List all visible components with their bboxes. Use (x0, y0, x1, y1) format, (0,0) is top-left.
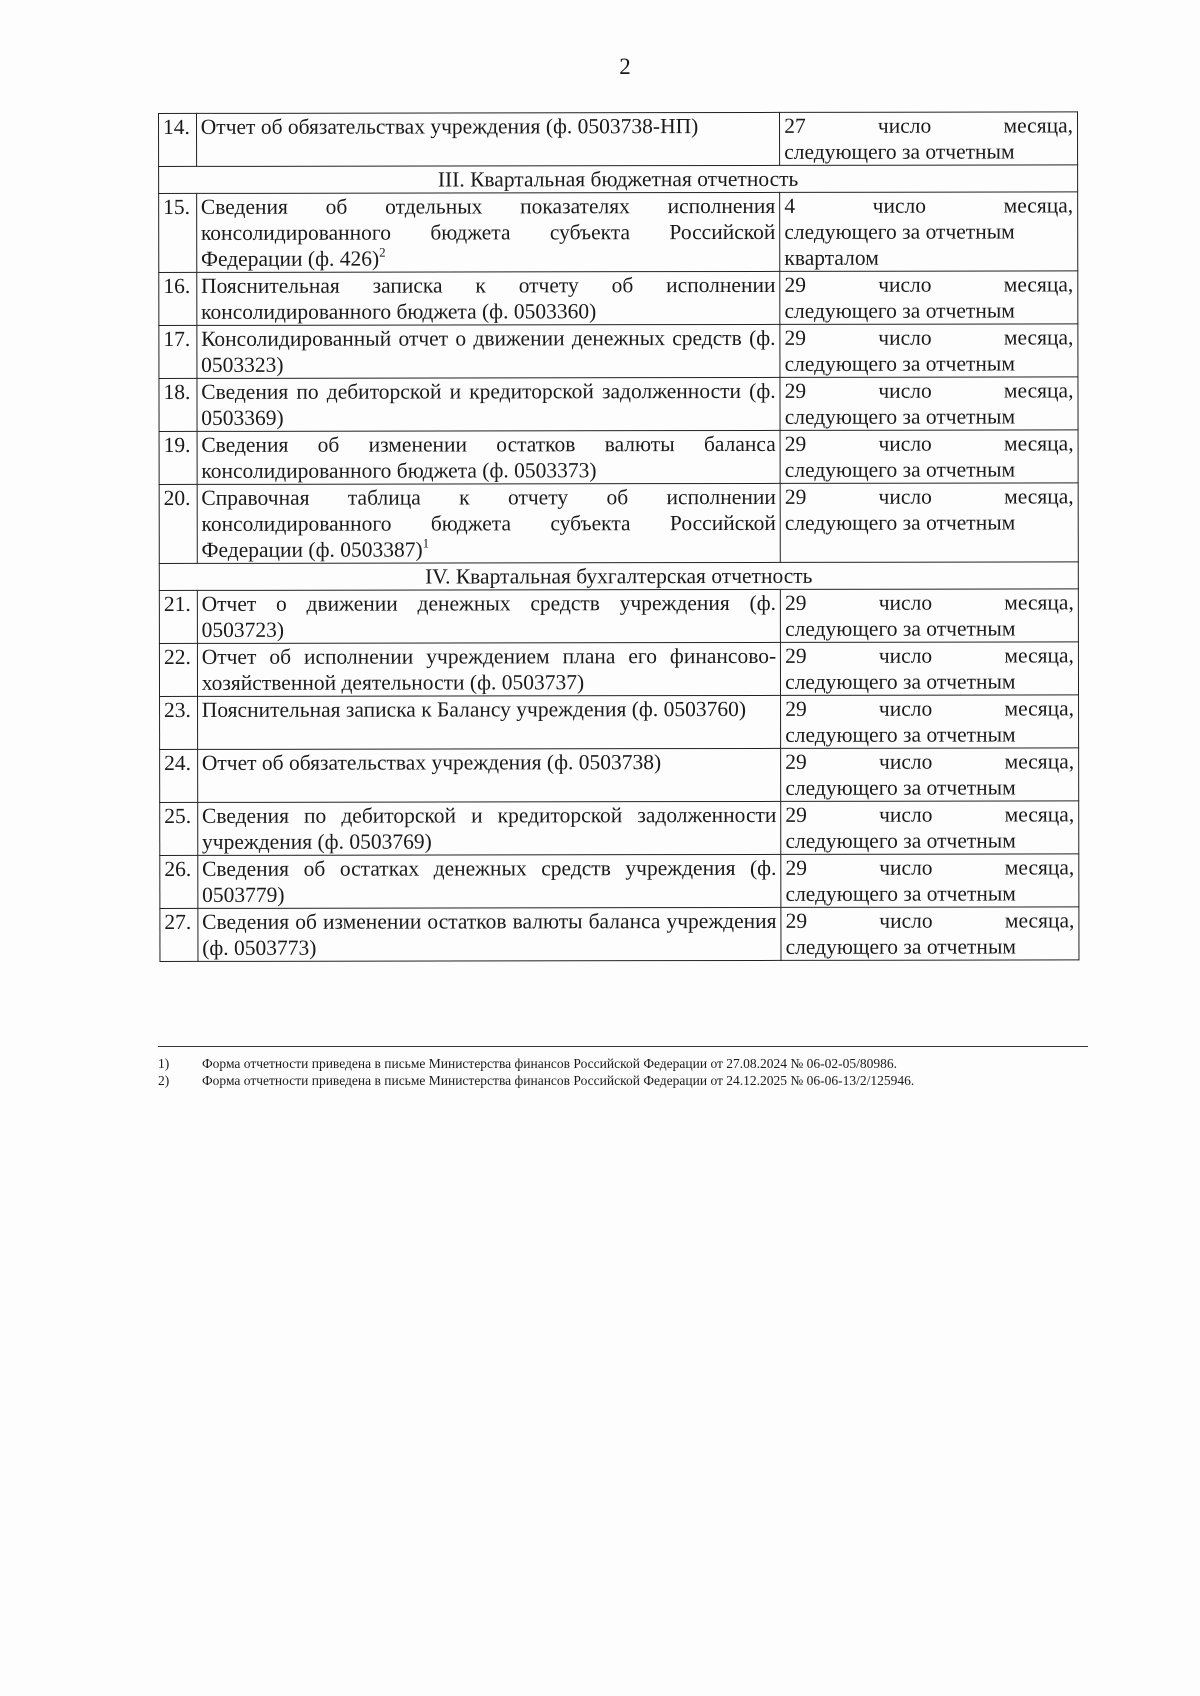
deadline-word2: месяца, (1004, 484, 1074, 509)
section-title: III. Квартальная бюджетная отчетность (159, 165, 1078, 194)
deadline-second-line: следующего за отчетным (785, 775, 1016, 800)
footnote-mark: 2) (158, 1073, 170, 1088)
report-name: Отчет об обязательствах учреждения (ф. 0503738-НП) (200, 114, 699, 139)
deadline-day: 29 (784, 431, 807, 456)
deadline-second-line: следующего за отчетным (784, 510, 1016, 535)
report-name: Сведения об изменении остатков валюты баланса консолидированного бюджета (ф. 0503373) (201, 431, 776, 483)
deadline-word2: месяца, (1004, 855, 1075, 880)
row-number: 19. (159, 431, 197, 484)
deadline-word1: число (877, 113, 932, 138)
report-name-cell (197, 695, 781, 749)
table-row (159, 642, 1078, 697)
deadline-first-line (785, 801, 1074, 828)
deadline-cell (780, 377, 1078, 431)
report-name-cell (197, 589, 781, 643)
deadline-second-line: следующего за отчетным (785, 669, 1016, 694)
deadline-word1: число (878, 431, 932, 456)
deadline-second-line: следующего за отчетным (784, 219, 1015, 244)
deadline-cell (781, 907, 1079, 961)
report-name-cell (197, 271, 781, 325)
reporting-deadlines-table (158, 111, 1079, 962)
deadline-second-line: следующего за отчетным (785, 722, 1016, 747)
deadline-word1: число (878, 272, 932, 297)
deadline-day: 29 (785, 643, 807, 668)
deadline-second-line: следующего за отчетным (785, 934, 1017, 959)
deadline-second-line: следующего за отчетным (784, 457, 1016, 482)
deadline-cell (781, 642, 1079, 696)
deadline-second-line: следующего за отчетным (785, 828, 1016, 853)
page-number: 2 (619, 54, 631, 79)
table-row (159, 112, 1078, 167)
deadline-word1: число (879, 908, 933, 933)
deadline-cell (781, 801, 1079, 855)
deadline-day: 29 (785, 696, 807, 721)
deadline-second-line: следующего за отчетным (784, 404, 1016, 429)
report-name: Сведения об изменении остатков валюты баланса учреждения (ф. 0503773) (202, 908, 777, 960)
deadline-day: 27 (784, 113, 806, 138)
report-name-cell (197, 801, 781, 855)
report-name-cell (198, 907, 782, 961)
deadline-cell (780, 192, 1078, 272)
deadline-day: 29 (784, 484, 807, 509)
deadline-word2: месяца, (1004, 749, 1075, 774)
report-name-cell (196, 112, 780, 166)
report-name: Отчет об обязательствах учреждения (ф. 0503738) (201, 750, 662, 775)
deadline-first-line (784, 112, 1073, 139)
footnote-text: Форма отчетности приведена в письме Министерства финансов Российской Федерации от 24.12.2025 № 06-06-13/2/125946. (202, 1073, 915, 1088)
row-number: 14. (159, 113, 197, 166)
deadline-cell (780, 430, 1078, 484)
row-number: 20. (159, 484, 197, 563)
deadline-word1: число (878, 378, 932, 403)
report-name: Сведения об отдельных показателях исполнения консолидированного бюджета субъекта Российской Федерации (ф. 426) (200, 193, 776, 271)
table-body (159, 112, 1079, 962)
deadline-word1: число (872, 193, 927, 218)
footnote-separator (158, 1046, 1088, 1047)
report-name: Справочная таблица к отчету об исполнении консолидированного бюджета субъекта Российской Федерации (ф. 0503387) (201, 484, 776, 562)
report-name: Отчет об исполнении учреждением плана его финансово-хозяйственной деятельности (ф. 0503737) (201, 643, 777, 695)
report-name-cell (196, 192, 780, 272)
deadline-day: 29 (784, 378, 807, 403)
deadline-word2: месяца, (1003, 325, 1074, 350)
table-row (159, 324, 1078, 379)
deadline-day: 4 (784, 193, 796, 218)
deadline-second-line: следующего за отчетным (784, 351, 1015, 376)
deadline-first-line (785, 589, 1074, 616)
row-number: 25. (160, 802, 198, 855)
section-header-row (159, 165, 1078, 194)
deadline-first-line (785, 377, 1074, 404)
report-name: Консолидированный отчет о движении денежных средств (ф. 0503323) (201, 325, 776, 377)
table-row (160, 695, 1079, 750)
deadline-second-line: следующего за отчетным (785, 881, 1016, 906)
table-row (159, 430, 1078, 485)
table-row (159, 589, 1078, 644)
report-name: Отчет о движении денежных средств учреждения (ф. 0503723) (201, 590, 777, 642)
deadline-word2: месяца, (1004, 590, 1074, 615)
report-name-cell (197, 430, 781, 484)
footnote-text: Форма отчетности приведена в письме Министерства финансов Российской Федерации от 27.08.2024 № 06-02-05/80986. (202, 1056, 898, 1071)
report-name-cell (198, 854, 782, 908)
deadline-first-line (786, 907, 1075, 934)
deadline-word1: число (878, 484, 932, 509)
table-row (160, 801, 1079, 856)
report-name-cell (197, 748, 781, 802)
deadline-word1: число (878, 325, 932, 350)
report-name-cell (197, 324, 781, 378)
row-number: 17. (159, 325, 197, 378)
report-name: Сведения по дебиторской и кредиторской задолженности учреждения (ф. 0503769) (201, 802, 777, 854)
deadline-first-line (785, 324, 1074, 351)
deadline-first-line (785, 748, 1074, 775)
report-name-cell (197, 642, 781, 696)
deadline-cell (780, 271, 1078, 325)
report-name: Пояснительная записка к Балансу учреждения (ф. 0503760) (201, 696, 747, 722)
deadline-word2: месяца, (1003, 378, 1074, 403)
deadline-word1: число (878, 643, 933, 668)
report-name: Пояснительная записка к отчету об исполнении консолидированного бюджета (ф. 0503360) (201, 272, 776, 324)
deadline-first-line (784, 271, 1073, 298)
deadline-word1: число (879, 855, 933, 880)
deadline-day: 29 (785, 908, 808, 933)
deadline-third-line: кварталом (784, 245, 879, 270)
report-name-cell (197, 377, 781, 431)
report-name-cell (197, 483, 781, 563)
deadline-cell (780, 589, 1078, 643)
footnote-2 (158, 1073, 914, 1089)
deadline-cell (780, 112, 1078, 166)
table-row (159, 192, 1078, 273)
table-row (160, 907, 1079, 962)
deadline-day: 29 (784, 325, 807, 350)
deadline-word1: число (878, 590, 933, 615)
deadline-day: 29 (785, 855, 807, 880)
deadline-day: 29 (784, 272, 806, 297)
footnote-1 (158, 1056, 897, 1072)
deadline-word1: число (879, 802, 933, 827)
table-row (159, 483, 1078, 564)
report-name: Сведения об остатках денежных средств учреждения (ф. 0503779) (202, 855, 777, 907)
deadline-cell (781, 854, 1079, 908)
deadline-second-line: следующего за отчетным (785, 616, 1016, 641)
deadline-day: 29 (784, 590, 807, 615)
table-row (160, 748, 1079, 803)
deadline-word2: месяца, (1003, 272, 1074, 297)
deadline-day: 29 (785, 749, 807, 774)
deadline-first-line (785, 642, 1074, 669)
deadline-first-line (785, 483, 1074, 510)
deadline-word2: месяца, (1004, 802, 1075, 827)
table-row (159, 377, 1078, 432)
deadline-first-line (785, 430, 1074, 457)
row-number: 24. (160, 749, 198, 802)
deadline-word2: месяца, (1003, 193, 1074, 218)
section-title: IV. Квартальная бухгалтерская отчетность (159, 562, 1078, 591)
deadline-first-line (785, 854, 1074, 881)
deadline-first-line (784, 192, 1073, 219)
deadline-word2: месяца, (1003, 113, 1074, 138)
row-number: 21. (159, 590, 197, 643)
deadline-cell (781, 695, 1079, 749)
deadline-day: 29 (785, 802, 807, 827)
deadline-word1: число (878, 749, 933, 774)
row-number: 18. (159, 378, 197, 431)
row-number: 15. (159, 193, 197, 272)
deadline-word2: месяца, (1003, 431, 1074, 456)
row-number: 16. (159, 272, 197, 325)
report-name: Сведения по дебиторской и кредиторской задолженности (ф. 0503369) (201, 378, 776, 430)
footnote-mark: 1) (158, 1056, 170, 1071)
row-number: 23. (160, 696, 198, 749)
footnote-reference: 2 (379, 244, 386, 260)
deadline-word2: месяца, (1004, 908, 1075, 933)
deadline-cell (780, 324, 1078, 378)
row-number: 26. (160, 855, 198, 908)
deadline-first-line (785, 695, 1074, 722)
row-number: 22. (159, 643, 197, 696)
footnote-reference: 1 (422, 535, 430, 551)
deadline-word2: месяца, (1004, 643, 1074, 668)
row-number: 27. (160, 908, 198, 961)
deadline-cell (780, 483, 1078, 563)
deadline-word1: число (878, 696, 933, 721)
table-row (159, 271, 1078, 326)
deadline-cell (781, 748, 1079, 802)
section-header-row (159, 562, 1078, 591)
table-row (160, 854, 1079, 909)
deadline-second-line: следующего за отчетным (784, 298, 1015, 323)
deadline-word2: месяца, (1004, 696, 1075, 721)
deadline-second-line: следующего за отчетным (784, 139, 1015, 164)
